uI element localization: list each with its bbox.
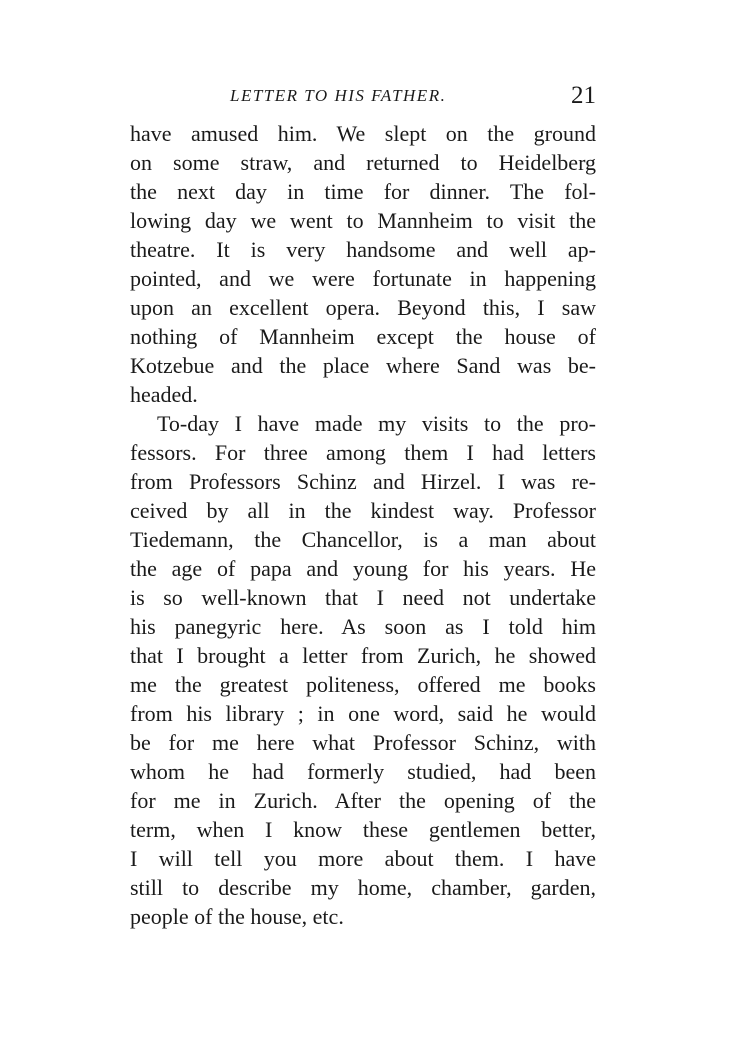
text-line: the next day in time for dinner. The fol- (130, 179, 596, 204)
text-line: headed. (130, 382, 198, 407)
text-line: Tiedemann, the Chancellor, is a man about (130, 527, 596, 552)
text-line: be for me here what Professor Schinz, with (130, 730, 596, 755)
text-line: ceived by all in the kindest way. Professor (130, 498, 596, 523)
text-line: lowing day we went to Mannheim to visit the (130, 208, 596, 233)
text-line: whom he had formerly studied, had been (130, 759, 596, 784)
body-text (130, 119, 596, 931)
paragraph-2 (130, 409, 596, 931)
text-line: upon an excellent opera. Beyond this, I saw (130, 295, 596, 320)
text-line: pointed, and we were fortunate in happening (130, 266, 596, 291)
text-line: theatre. It is very handsome and well ap- (130, 237, 596, 262)
text-line: term, when I know these gentlemen better, (130, 817, 596, 842)
text-line: people of the house, etc. (130, 904, 344, 929)
running-header (130, 82, 596, 116)
text-line: for me in Zurich. After the opening of the (130, 788, 596, 813)
text-line: have amused him. We slept on the ground (130, 121, 596, 146)
text-line: me the greatest politeness, offered me books (130, 672, 596, 697)
text-line: still to describe my home, chamber, garden, (130, 875, 596, 900)
text-line: is so well-known that I need not undertake (130, 585, 596, 610)
running-title: LETTER TO HIS FATHER. (230, 86, 447, 105)
text-line: that I brought a letter from Zurich, he showed (130, 643, 596, 668)
text-line: from Professors Schinz and Hirzel. I was re- (130, 469, 596, 494)
text-line: nothing of Mannheim except the house of (130, 324, 596, 349)
text-line: on some straw, and returned to Heidelberg (130, 150, 596, 175)
text-line: Kotzebue and the place where Sand was be- (130, 353, 596, 378)
text-line: To-day I have made my visits to the pro- (157, 411, 596, 436)
paragraph-1 (130, 119, 596, 409)
text-line: I will tell you more about them. I have (130, 846, 596, 871)
page-number: 21 (571, 82, 596, 109)
text-line: the age of papa and young for his years. He (130, 556, 596, 581)
text-line: fessors. For three among them I had letters (130, 440, 596, 465)
text-line: his panegyric here. As soon as I told him (130, 614, 596, 639)
text-line: from his library ; in one word, said he would (130, 701, 596, 726)
